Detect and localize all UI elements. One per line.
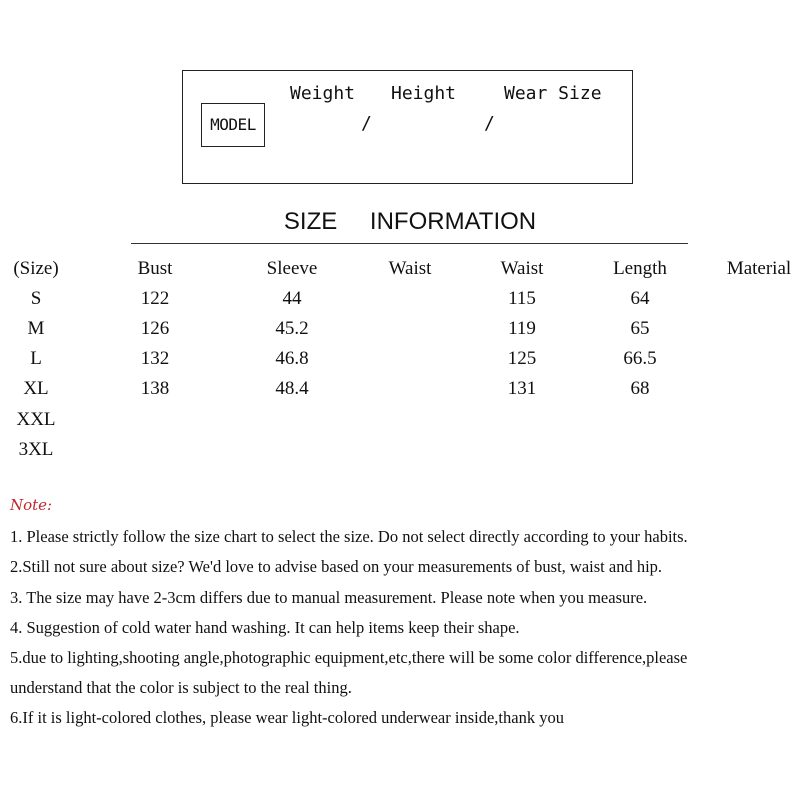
size-label: XL	[23, 378, 49, 399]
note-line-6: understand that the color is subject to the real thing.	[10, 678, 352, 697]
table-cell: 125	[507, 348, 537, 369]
column-header: Waist	[500, 258, 544, 279]
size-info-title: SIZE INFORMATION	[283, 208, 537, 235]
model-header-height: Height	[391, 83, 457, 104]
column-header: Sleeve	[266, 258, 318, 279]
column-header: Length	[613, 258, 667, 279]
table-cell: 126	[140, 318, 170, 339]
model-value-weight: /	[361, 113, 372, 134]
table-cell: 44	[282, 288, 302, 309]
title-divider	[131, 243, 688, 244]
size-label: XXL	[16, 409, 56, 430]
table-cell: 48.4	[275, 378, 309, 399]
column-header: (Size)	[13, 258, 59, 279]
model-header-wear-size: Wear Size	[504, 83, 602, 104]
note-line-2: 2.Still not sure about size? We'd love to advise based on your measurements of bust, waist and hip.	[10, 557, 663, 576]
table-cell: 64	[630, 288, 650, 309]
note-line-7: 6.If it is light-colored clothes, please wear light-colored underwear inside,thank you	[10, 708, 564, 727]
column-header: Material	[726, 258, 792, 279]
table-cell: 119	[508, 318, 536, 339]
table-cell: 65	[630, 318, 650, 339]
note-line-4: 4. Suggestion of cold water hand washing. It can help items keep their shape.	[10, 618, 520, 637]
note-line-5: 5.due to lighting,shooting angle,photographic equipment,etc,there will be some color difference,please	[10, 648, 688, 667]
table-cell: 138	[140, 378, 170, 399]
table-cell: 132	[140, 348, 170, 369]
model-info-box	[182, 70, 633, 184]
table-cell: 68	[630, 378, 650, 399]
table-cell: 122	[140, 288, 170, 309]
note-line-3: 3. The size may have 2-3cm differs due to manual measurement. Please note when you measure.	[10, 588, 648, 607]
note-label: Note:	[10, 496, 53, 514]
table-cell: 45.2	[275, 318, 309, 339]
table-cell: 115	[508, 288, 536, 309]
size-label: L	[30, 348, 42, 369]
column-header: Waist	[388, 258, 432, 279]
size-label: M	[27, 318, 45, 339]
model-tag: MODEL	[201, 103, 265, 147]
size-label: S	[30, 288, 42, 309]
model-header-weight: Weight	[290, 83, 356, 104]
column-header: Bust	[137, 258, 173, 279]
table-cell: 131	[507, 378, 537, 399]
table-cell: 46.8	[275, 348, 309, 369]
model-value-height: /	[484, 113, 495, 134]
size-label: 3XL	[18, 439, 54, 460]
table-cell: 66.5	[623, 348, 657, 369]
note-line-1: 1. Please strictly follow the size chart to select the size. Do not select directly according to your habits.	[10, 527, 688, 546]
